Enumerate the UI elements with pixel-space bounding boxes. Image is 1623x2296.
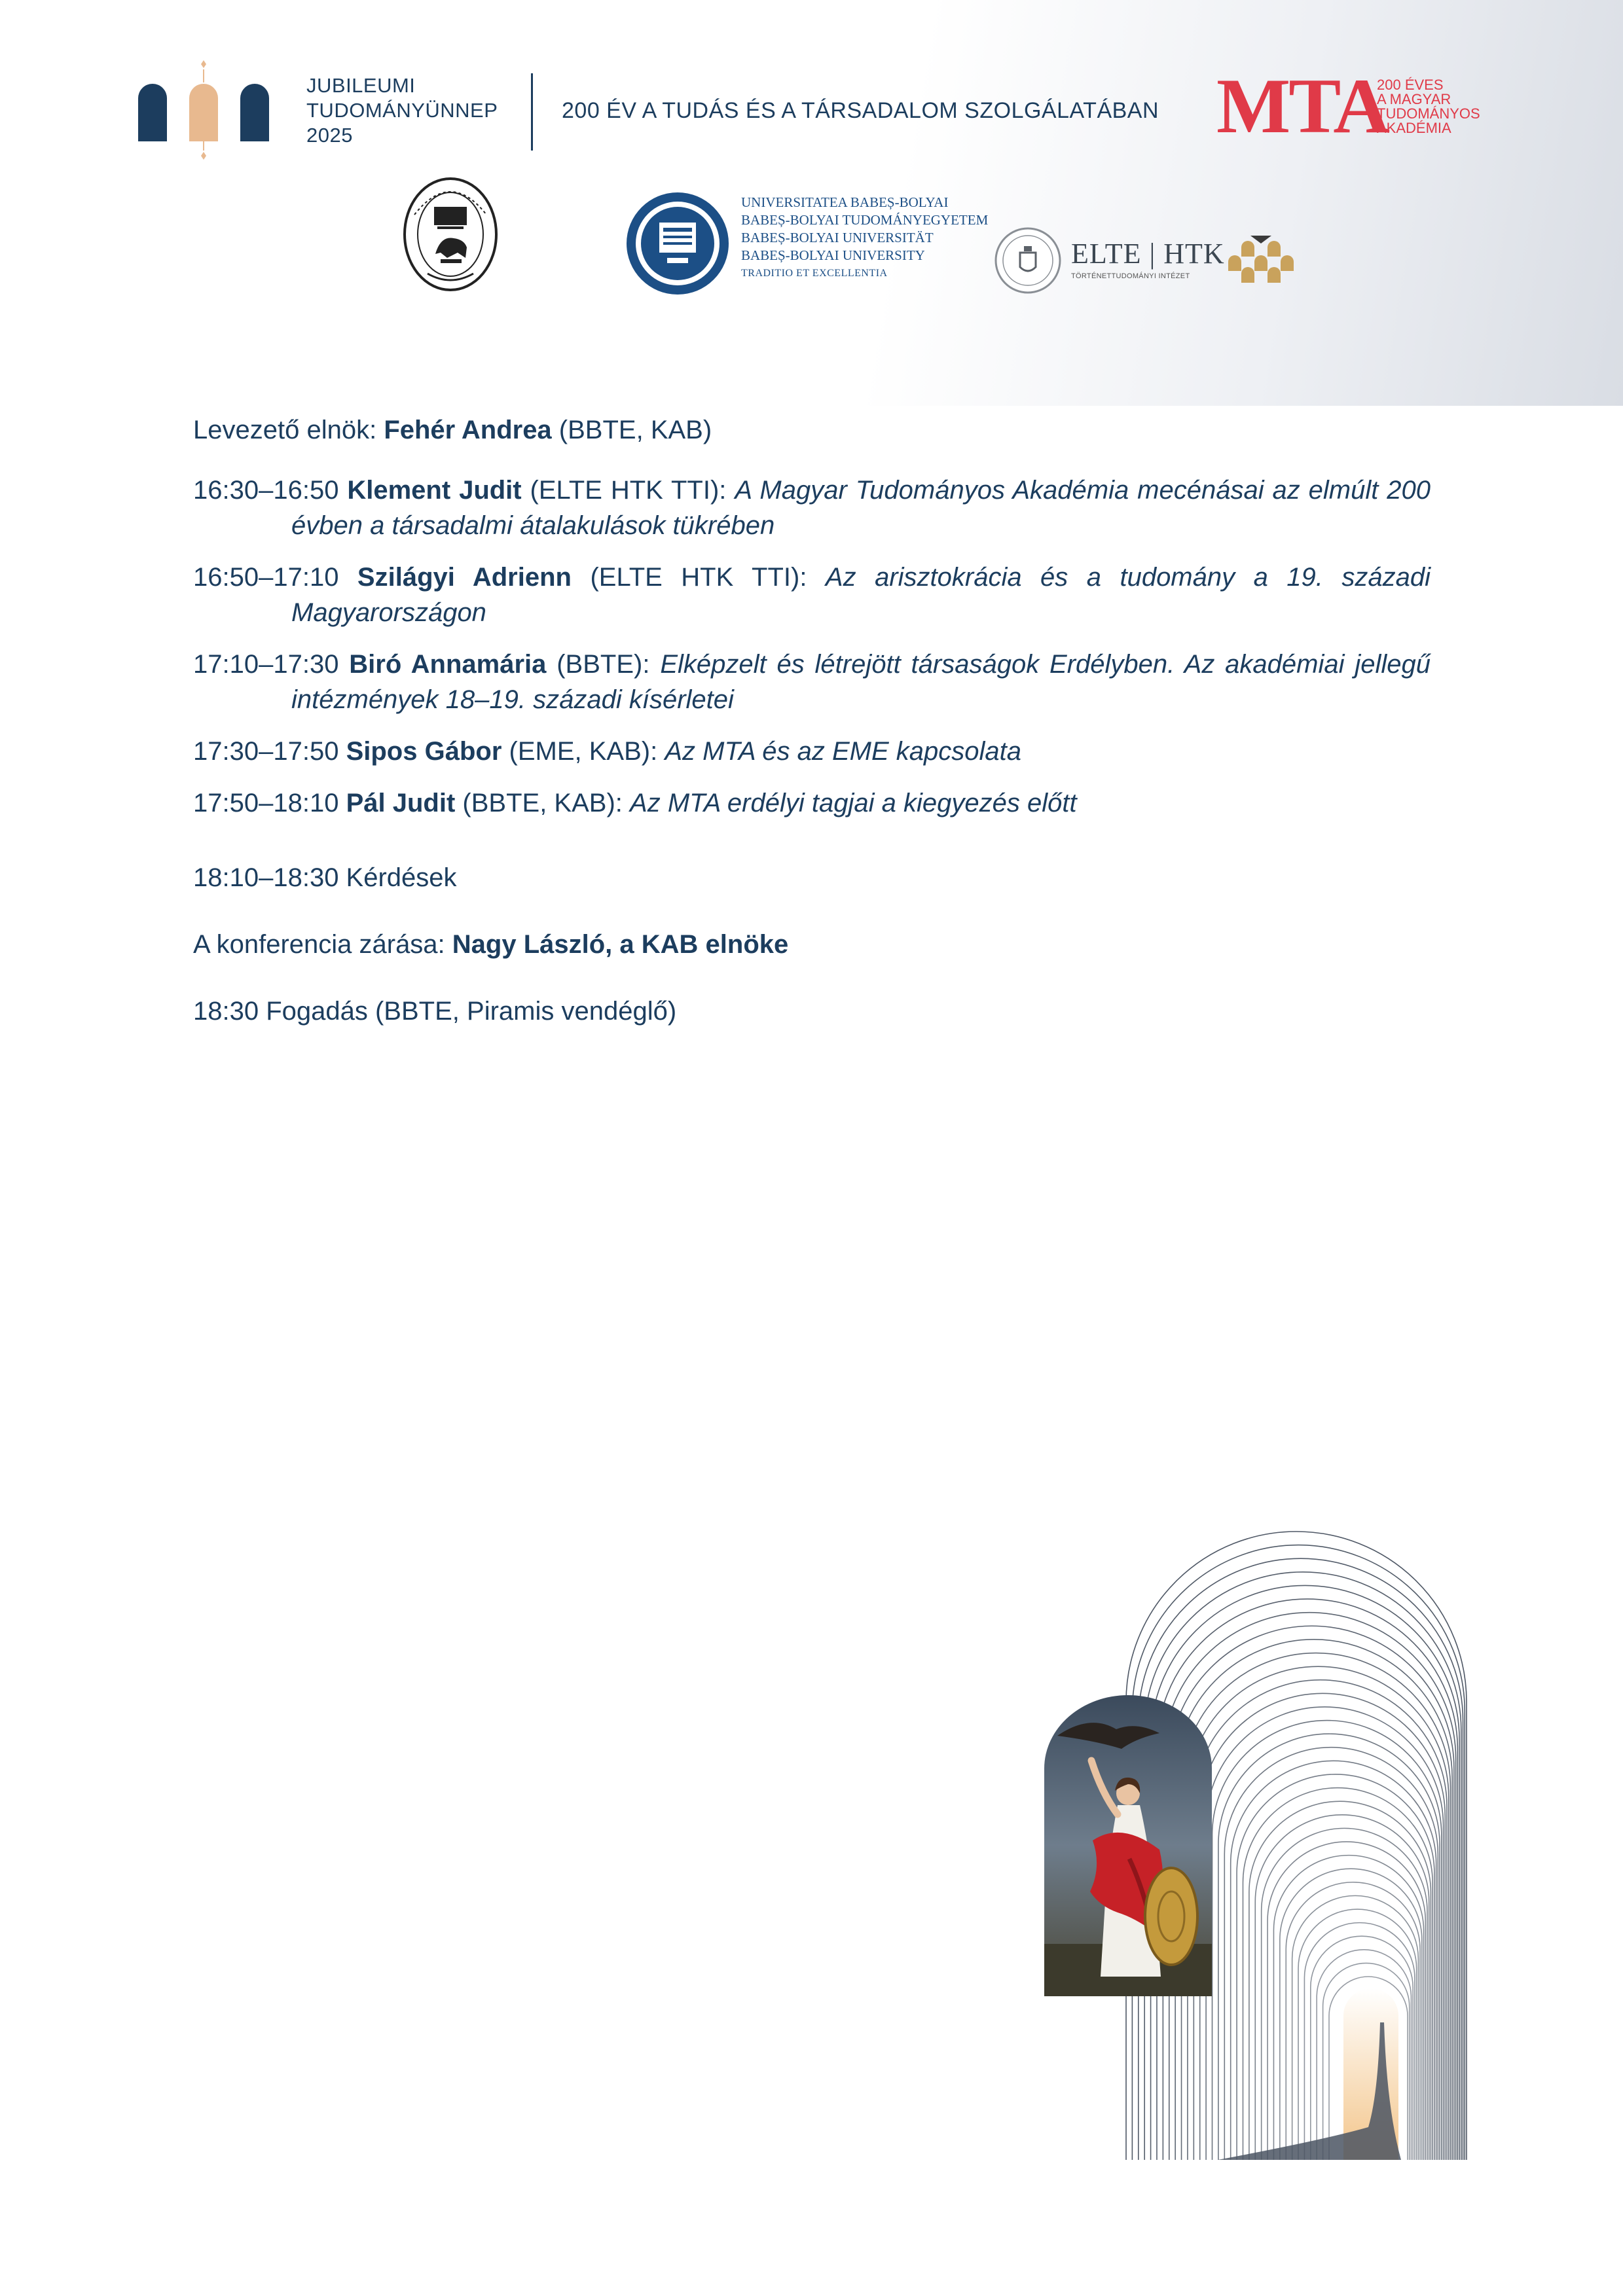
talk-speaker: Sipos Gábor <box>346 737 502 766</box>
reception-slot: 18:30 Fogadás (BBTE, Piramis vendéglő) <box>193 997 677 1026</box>
header-motto: 200 ÉV A TUDÁS ÉS A TÁRSADALOM SZOLGÁLATÁBAN <box>562 98 1159 123</box>
bbu-line-4: BABEȘ-BOLYAI UNIVERSITY <box>741 247 925 263</box>
talk-title: Az MTA és az EME kapcsolata <box>665 737 1021 766</box>
jubilee-wordmark <box>306 73 522 148</box>
talk-title: Elképzelt és létrejött társaságok Erdélyben. Az akadémiai jellegű intézmények 18–19. századi kísérletei <box>291 650 1431 714</box>
chair-affiliation: (BBTE, KAB) <box>551 416 712 444</box>
elte-seal-logo <box>994 226 1062 295</box>
talk-affiliation: (ELTE HTK TTI): <box>590 563 807 592</box>
mta-sub-line-1: 200 ÉVES <box>1377 77 1444 93</box>
talk-time: 16:30–16:50 <box>193 476 339 505</box>
elte-htk-wordmark: ELTE | HTK <box>1071 238 1225 270</box>
talk-title: A Magyar Tudományos Akadémia mecénásai az elmúlt 200 évben a társadalmi átalakulások tükrében <box>291 476 1431 540</box>
tunnel-arch-line <box>1255 1815 1429 2160</box>
talk-speaker: Pál Judit <box>346 789 456 817</box>
talk-time: 16:50–17:10 <box>193 563 339 592</box>
talk-time: 17:30–17:50 <box>193 737 339 766</box>
painting-illustration <box>1044 1695 1212 1996</box>
htk-emblem-logo <box>1227 234 1295 284</box>
bbu-line-2: BABEȘ-BOLYAI TUDOMÁNYEGYETEM <box>741 212 989 228</box>
closing-prefix: A konferencia zárása: <box>193 930 452 959</box>
talk-time: 17:10–17:30 <box>193 650 339 679</box>
talk-entry <box>193 473 1431 543</box>
kab-seal-logo <box>401 175 500 293</box>
mta-sub-line-3: TUDOMÁNYOS <box>1377 105 1480 122</box>
talk-entry <box>193 560 1431 630</box>
mta-logo: MTA <box>1216 62 1389 149</box>
talk-speaker: Biró Annamária <box>349 650 547 679</box>
mta-sub-line-2: A MAGYAR <box>1377 91 1451 107</box>
talk-speaker: Szilágyi Adrienn <box>357 563 572 592</box>
tunnel-arch-line <box>1182 1653 1451 2160</box>
talk-time: 17:50–18:10 <box>193 789 339 817</box>
jubilee-line-3: 2025 <box>306 124 353 147</box>
session-chair <box>193 412 1431 448</box>
talk-affiliation: (ELTE HTK TTI): <box>530 476 727 505</box>
talk-entry <box>193 734 1431 769</box>
jubilee-line-1: JUBILEUMI <box>306 74 416 97</box>
talk-speaker: Klement Judit <box>347 476 522 505</box>
closing-name: Nagy László, a KAB elnöke <box>452 930 789 959</box>
talk-title: Az MTA erdélyi tagjai a kiegyezés előtt <box>630 789 1077 817</box>
talk-affiliation: (BBTE): <box>556 650 650 679</box>
program-schedule <box>193 412 1431 1029</box>
bbu-wordmark <box>741 194 988 282</box>
tunnel-arch-line <box>1237 1774 1434 2160</box>
chair-name: Fehér Andrea <box>384 416 552 444</box>
talk-entry <box>193 785 1431 821</box>
elte-subtitle: TÖRTÉNETTUDOMÁNYI INTÉZET <box>1071 272 1190 280</box>
bbu-motto: TRADITIO ET EXCELLENTIA <box>741 268 888 279</box>
chair-prefix: Levezető elnök: <box>193 416 384 444</box>
jubilee-arches-logo <box>134 58 278 162</box>
mta-subtitle <box>1377 78 1480 135</box>
tunnel-arch-line <box>1249 1801 1431 2160</box>
jubilee-line-2: TUDOMÁNYÜNNEP <box>306 99 498 122</box>
closing-remarks <box>193 927 1431 962</box>
bbu-seal-logo <box>625 191 730 296</box>
talk-affiliation: (BBTE, KAB): <box>462 789 623 817</box>
header-divider <box>531 73 533 151</box>
tunnel-arch-line <box>1224 1748 1438 2160</box>
questions-slot: 18:10–18:30 Kérdések <box>193 863 457 892</box>
talk-entry <box>193 647 1431 717</box>
bbu-line-1: UNIVERSITATEA BABEȘ-BOLYAI <box>741 194 949 210</box>
talk-title: Az arisztokrácia és a tudomány a 19. századi Magyarországon <box>291 563 1431 627</box>
mta-sub-line-4: AKADÉMIA <box>1377 120 1451 136</box>
bbu-line-3: BABEȘ-BOLYAI UNIVERSITÄT <box>741 230 934 245</box>
talk-affiliation: (EME, KAB): <box>509 737 658 766</box>
